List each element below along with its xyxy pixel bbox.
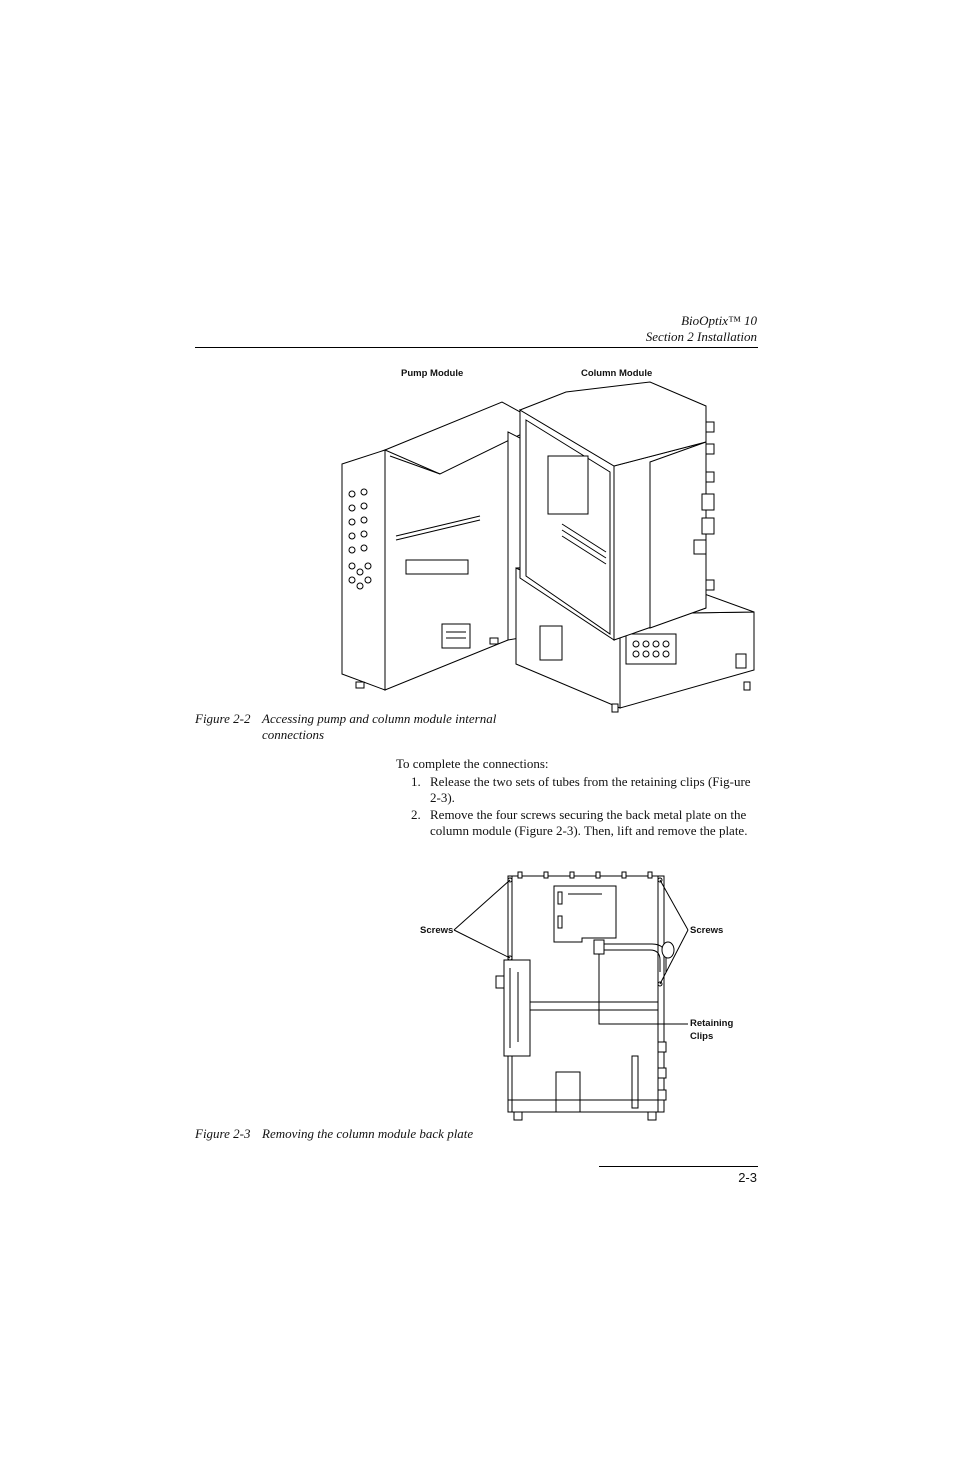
running-header xyxy=(646,313,757,345)
figure-2-2-number: Figure 2-2 xyxy=(195,711,251,726)
step-text: Release the two sets of tubes from the retaining clips (Fig-ure 2-3). xyxy=(430,774,751,805)
step-number: 1. xyxy=(411,774,421,789)
figure-2-3-drawing xyxy=(452,872,692,1128)
retaining-clips-label-line1: Retaining xyxy=(690,1018,734,1029)
pump-module-label: Pump Module xyxy=(401,368,464,379)
figure-2-2-caption xyxy=(195,711,555,743)
step-number: 2. xyxy=(411,807,421,822)
header-title: BioOptix™ 10 xyxy=(681,313,757,328)
retaining-clips-label-line2: Clips xyxy=(690,1031,714,1042)
retaining-clips-label xyxy=(690,1017,733,1043)
header-section: Section 2 Installation xyxy=(645,329,757,344)
step-text: Remove the four screws securing the back metal plate on the column module (Figure 2-3). Then, lift and remove the plate. xyxy=(430,807,748,838)
footer-rule xyxy=(599,1166,758,1167)
figure-2-2-caption-line1: Accessing pump and column module internal xyxy=(262,711,497,726)
column-module-label: Column Module xyxy=(581,368,653,379)
list-item xyxy=(411,774,757,806)
screws-label-right: Screws xyxy=(690,925,724,936)
screws-label-left: Screws xyxy=(420,925,454,936)
header-rule xyxy=(195,347,758,348)
page-number: 2-3 xyxy=(738,1170,757,1185)
figure-2-2-drawing xyxy=(330,382,760,714)
instructions-intro: To complete the connections: xyxy=(396,756,549,771)
figure-2-3-number: Figure 2-3 xyxy=(195,1126,251,1141)
list-item xyxy=(411,807,757,839)
figure-2-2-caption-line2: connections xyxy=(262,727,325,742)
figure-2-3-caption-text: Removing the column module back plate xyxy=(262,1126,474,1141)
figure-2-3-caption xyxy=(195,1126,595,1142)
